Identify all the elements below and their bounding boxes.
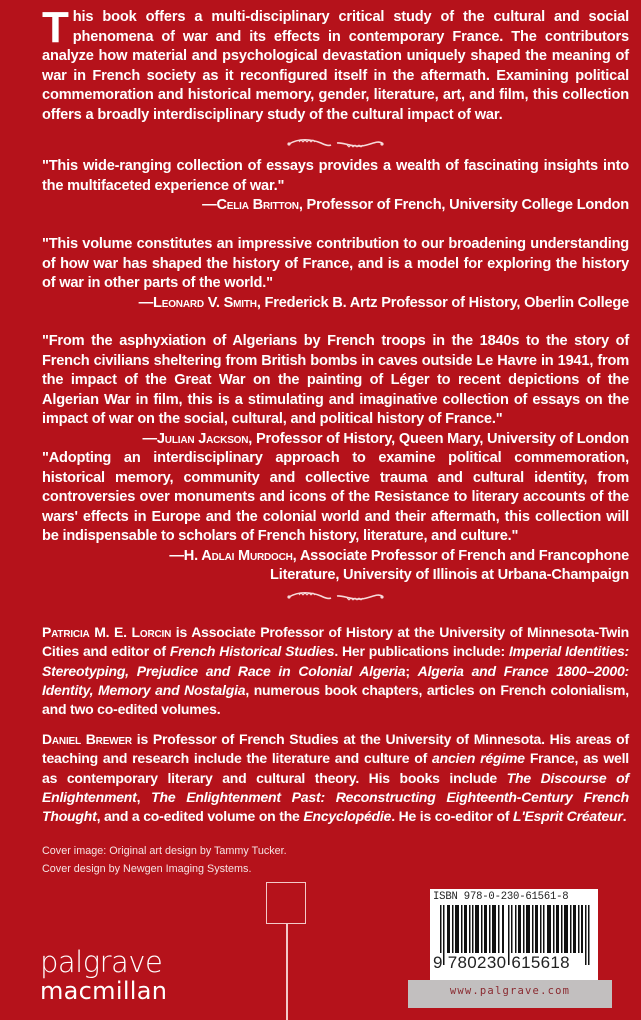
bio-title: Algeria and France 1800–2000: Identity, Memory and Nostalgia	[42, 662, 629, 698]
endorsement-quote: "Adopting an interdisciplinary approach to examine political commemoration, historical memory, community and collective trauma and cultural identity, from controversies over monuments and icons of the Resistance to literary accounts of the wars' effects in Europe and the colonial world and their aftermath, this collection will be indispensable to scholars of French history, literature, and culture."	[42, 450, 629, 544]
logo-line-macmillan: macmillan	[40, 977, 168, 1005]
bio-title: The Discourse of Enlightenment	[42, 769, 629, 805]
endorsement-attribution: —Julian Jackson, Professor of History, Queen Mary, University of London	[142, 430, 629, 447]
barcode-digit-group2: 615618	[511, 953, 570, 972]
bio-text: is Associate Professor of History at the University of Minnesota-Twin Cities and editor of	[42, 624, 629, 660]
isbn-barcode	[430, 889, 598, 980]
endorsement-quote: "This volume constitutes an impressive contribution to our broadening understanding of how war has shaped the history of France, and is a model for exploring the history of war in other parts of the world."	[42, 236, 629, 291]
bio-title: Encyclopédie	[303, 808, 392, 825]
decorative-vertical-line	[286, 924, 288, 1020]
bio-title: French Historical Studies	[169, 643, 335, 660]
drop-cap: T	[42, 3, 69, 52]
bio-text: .	[622, 808, 627, 825]
endorser-name: Celia Britton	[216, 197, 299, 213]
flourish-divider-icon	[285, 590, 385, 604]
bio-title: The Enlightenment Past: Reconstructing Eighteenth-Century French Thought	[42, 788, 629, 825]
bio-text: , and a co-edited volume on the	[96, 808, 304, 825]
endorser-affiliation-line2: Literature, University of Illinois at Urbana-Champaign	[270, 567, 629, 583]
cover-design-credit: Cover design by Newgen Imaging Systems.	[42, 863, 252, 875]
barcode-digits	[433, 953, 595, 973]
flourish-divider-icon	[285, 137, 385, 151]
editor-name: Patricia M. E. Lorcin	[42, 624, 172, 640]
endorsement	[42, 157, 629, 216]
endorser-affiliation: , Associate Professor of French and Francophone	[292, 547, 629, 564]
blurb-text: his book offers a multi-disciplinary critical study of the cultural and social phenomena of war and its effects in contemporary France. The contributors analyze how material and psychological devastation uniquely shaped the meaning of war in French society as it reconfigured itself in the aftermath. Examining political commemoration and historical memory, gender, literature, art, and film, this collection offers a broadly interdisciplinary study of the cultural impact of war.	[42, 9, 629, 123]
cover-credits	[42, 842, 629, 878]
book-blurb	[42, 3, 629, 125]
endorsement	[42, 449, 629, 586]
editor-bio-lorcin	[42, 623, 629, 719]
endorsement-attribution: —Celia Britton, Professor of French, University College London	[202, 197, 629, 213]
isbn-label: ISBN 978-0-230-61561-8	[433, 891, 569, 903]
endorser-name: H. Adlai Murdoch	[183, 547, 293, 564]
endorser-name: Julian Jackson	[156, 430, 249, 447]
endorser-affiliation: , Professor of History, Queen Mary, University of London	[248, 430, 629, 447]
publisher-logo	[40, 945, 168, 1005]
editor-name: Daniel Brewer	[42, 731, 132, 747]
bio-title: L'Esprit Créateur	[513, 808, 623, 825]
endorsement	[42, 332, 629, 449]
bio-text: . He is co-editor of	[391, 808, 514, 825]
endorser-affiliation: , Professor of French, University College London	[298, 197, 629, 213]
bio-title: Imperial Identities: Stereotyping, Prejudice and Race in Colonial Algeria	[42, 643, 629, 679]
endorsement-quote: "This wide-ranging collection of essays provides a wealth of fascinating insights into the multifaceted experience of war."	[42, 158, 629, 194]
editor-bio-brewer	[42, 730, 629, 826]
endorser-name: Leonard V. Smith	[153, 294, 257, 311]
bio-text: is Professor of French Studies at the University of Minnesota. His areas of teaching and research include the literature and culture of	[42, 731, 629, 767]
barcode-digit-first: 9	[433, 953, 443, 972]
endorsement	[42, 235, 629, 313]
endorser-affiliation: , Frederick B. Artz Professor of History, Oberlin College	[256, 294, 629, 311]
decorative-square-outline	[266, 882, 306, 924]
logo-line-palgrave: palgrave	[40, 945, 163, 979]
bio-text: France, as well as contemporary literary and cultural theory. His books include	[42, 750, 629, 786]
bio-text: . Her publications include:	[334, 643, 509, 660]
endorsement-attribution: —H. Adlai Murdoch, Associate Professor of French and Francophone	[169, 547, 629, 564]
barcode-digit-group1: 780230	[447, 953, 507, 972]
endorsement-attribution: —Leonard V. Smith, Frederick B. Artz Professor of History, Oberlin College	[138, 294, 629, 311]
bio-text: ,	[136, 788, 152, 805]
endorsement-quote: "From the asphyxiation of Algerians by French troops in the 1840s to the story of French civilians sheltering from British bombs in caves outside Le Havre in 1941, from the impact of the Great War on the painting of Léger to recent depictions of the Algerian War in film, this is a stimulating and imaginative collection of essays on the impact of war on the social, cultural, and political history of France."	[42, 333, 629, 427]
bio-title: ancien régime	[432, 750, 525, 767]
bio-text: , numerous book chapters, articles on French colonialism, and two co-edited volumes.	[42, 681, 629, 718]
cover-image-credit: Cover image: Original art design by Tammy Tucker.	[42, 845, 287, 857]
publisher-website: www.palgrave.com	[449, 985, 571, 997]
bio-text: ;	[405, 662, 418, 679]
